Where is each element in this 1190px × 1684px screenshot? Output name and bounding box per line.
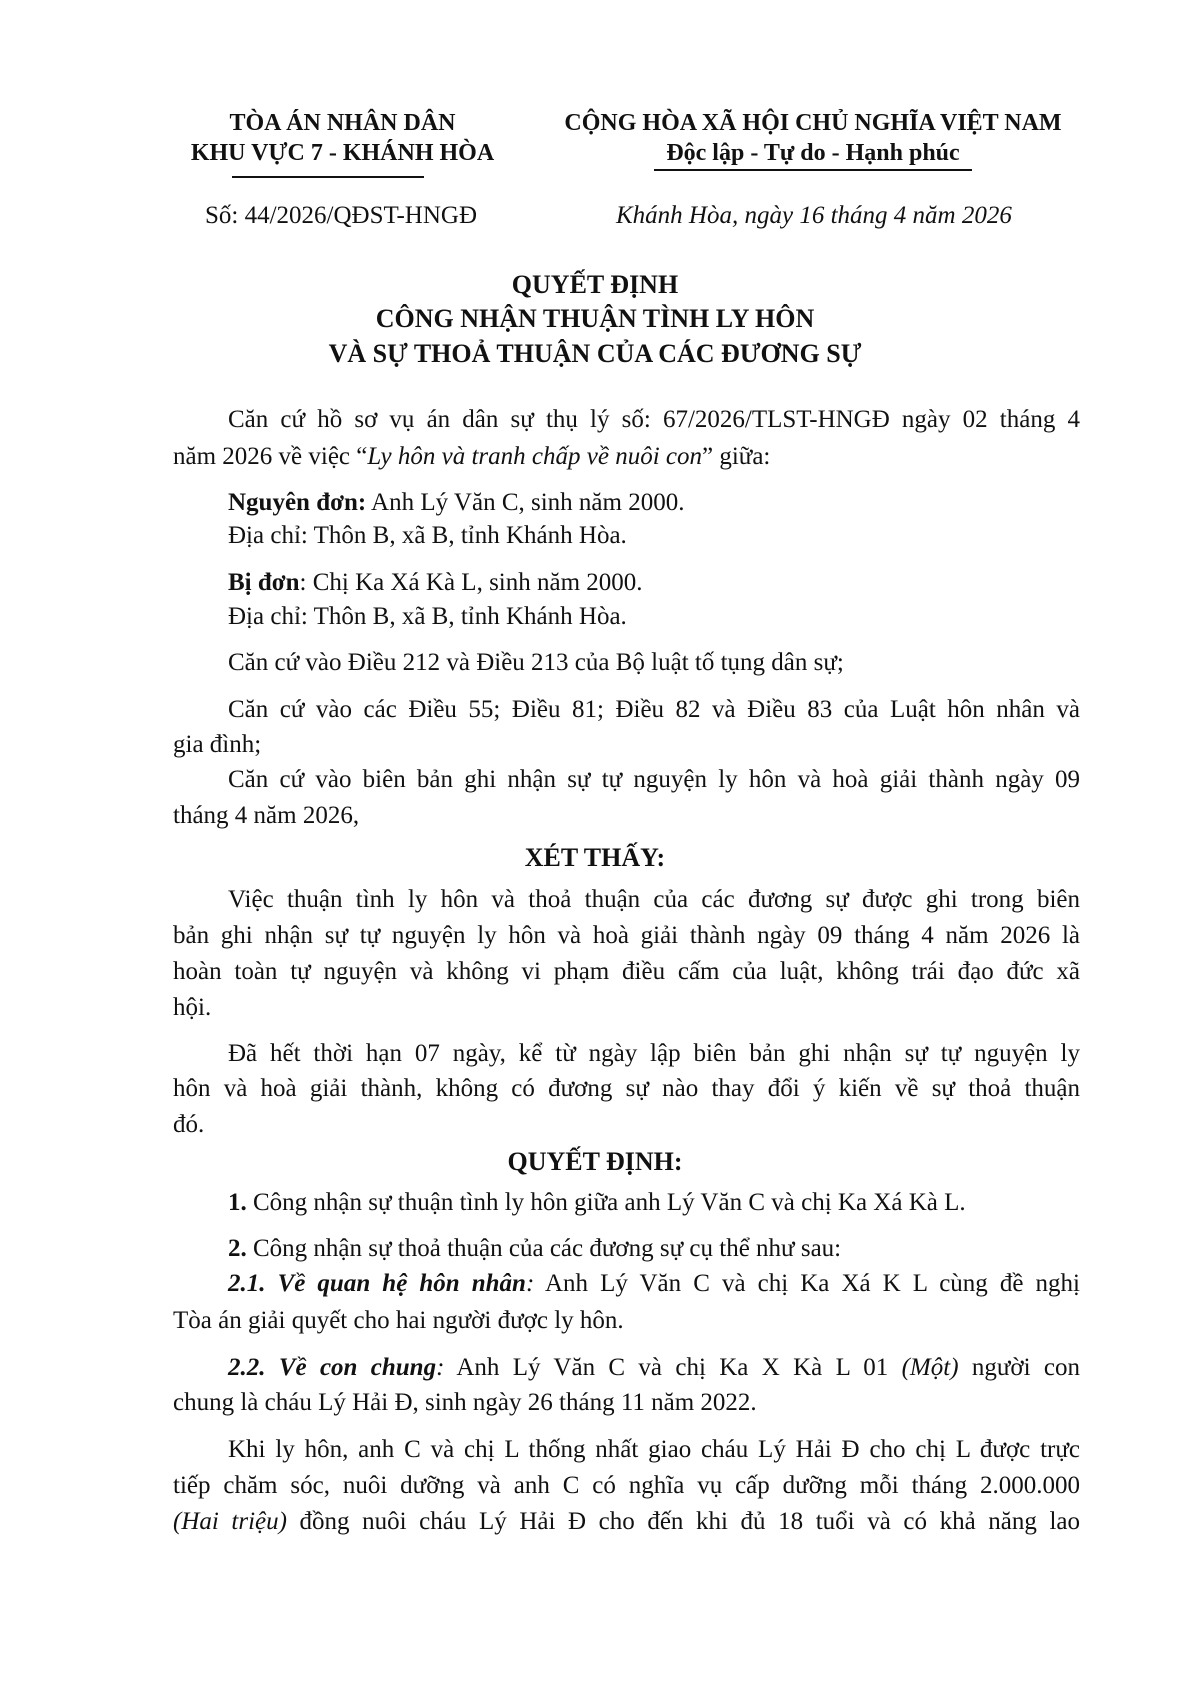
court-name-line2: KHU VỰC 7 - KHÁNH HÒA: [190, 140, 495, 166]
decision-item-2-1-line1: [228, 1270, 1080, 1298]
item-number: 2.: [228, 1235, 247, 1262]
support-text: đồng nuôi cháu Lý Hải Đ cho đến khi đủ 18 tuổi và có khả năng lao: [286, 1508, 1080, 1535]
plaintiff-value: Anh Lý Văn C, sinh năm 2000.: [366, 489, 685, 516]
findings-p1-line2: bản ghi nhận sự tự nguyện ly hôn và hoà giải thành ngày 09 tháng 4 năm 2026 là: [173, 922, 1080, 949]
defendant-address: Địa chỉ: Thôn B, xã B, tỉnh Khánh Hòa.: [228, 603, 627, 630]
court-underline: [232, 176, 424, 178]
support-p-line1: Khi ly hôn, anh C và chị L thống nhất giao cháu Lý Hải Đ cho chị L được trực: [228, 1436, 1080, 1463]
decision-item-2-1-line2: Tòa án giải quyết cho hai người được ly hôn.: [173, 1307, 624, 1334]
basis-p1-line2: [173, 443, 770, 471]
national-title: CỘNG HÒA XÃ HỘI CHỦ NGHĨA VIỆT NAM: [564, 110, 1062, 136]
basis-p2: Căn cứ vào Điều 212 và Điều 213 của Bộ luật tố tụng dân sự;: [228, 649, 844, 676]
court-name-line1: TÒA ÁN NHÂN DÂN: [229, 110, 456, 136]
defendant: [228, 569, 643, 597]
findings-p1-line4: hội.: [173, 994, 212, 1021]
plaintiff: [228, 489, 684, 517]
item-number: 1.: [228, 1189, 247, 1216]
basis-p3-line2: gia đình;: [173, 731, 262, 758]
plaintiff-address: Địa chỉ: Thôn B, xã B, tỉnh Khánh Hòa.: [228, 522, 627, 549]
item-colon: :: [525, 1270, 535, 1297]
decision-item-2-2-line1: [228, 1354, 1080, 1382]
item-text: Công nhận sự thuận tình ly hôn giữa anh Lý Văn C và chị Ka Xá Kà L.: [246, 1189, 966, 1216]
basis-p4-line2: tháng 4 năm 2026,: [173, 802, 360, 829]
item-2-2-label: 2.2. Về con chung: [228, 1354, 437, 1381]
defendant-value: : Chị Ka Xá Kà L, sinh năm 2000.: [299, 569, 643, 596]
decision-number: Số: 44/2026/QĐST-HNGĐ: [205, 202, 478, 229]
findings-p2-line2: hôn và hoà giải thành, không có đương sự nào thay đổi ý kiến về sự thoả thuận: [173, 1075, 1080, 1102]
basis-p3-line1: Căn cứ vào các Điều 55; Điều 81; Điều 82 và Điều 83 của Luật hôn nhân và: [228, 696, 1080, 723]
case-subject: Ly hôn và tranh chấp về nuôi con: [367, 443, 702, 470]
support-p-line2: tiếp chăm sóc, nuôi dưỡng và anh C có nghĩa vụ cấp dưỡng mỗi tháng 2.000.000: [173, 1472, 1080, 1499]
national-motto: Độc lập - Tự do - Hạnh phúc: [666, 140, 960, 166]
decision-item-1: [228, 1189, 966, 1217]
support-p-line3: [173, 1508, 1080, 1536]
item-text: người con: [958, 1354, 1080, 1381]
doc-subtitle-1: CÔNG NHẬN THUẬN TÌNH LY HÔN: [375, 304, 815, 333]
findings-heading: XÉT THẤY:: [524, 843, 666, 872]
item-2-1-label: 2.1. Về quan hệ hôn nhân: [228, 1270, 526, 1297]
motto-underline: [654, 169, 972, 171]
place-date: Khánh Hòa, ngày 16 tháng 4 năm 2026: [616, 202, 1012, 229]
item-text: Anh Lý Văn C và chị Ka Xá K L cùng đề nghị: [534, 1270, 1080, 1297]
findings-p1-line3: hoàn toàn tự nguyện và không vi phạm điều cấm của luật, không trái đạo đức xã: [173, 958, 1080, 985]
basis-p1-line1: Căn cứ hồ sơ vụ án dân sự thụ lý số: 67/2026/TLST-HNGĐ ngày 02 tháng 4: [228, 406, 1080, 433]
doc-title: QUYẾT ĐỊNH: [511, 270, 679, 299]
item-text: Anh Lý Văn C và chị Ka X Kà L 01: [444, 1354, 902, 1381]
decision-item-2: [228, 1235, 841, 1263]
decision-heading: QUYẾT ĐỊNH:: [507, 1147, 683, 1176]
doc-subtitle-2: VÀ SỰ THOẢ THUẬN CỦA CÁC ĐƯƠNG SỰ: [328, 339, 862, 368]
findings-p1-line1: Việc thuận tình ly hôn và thoả thuận của các đương sự được ghi trong biên: [228, 886, 1080, 913]
decision-item-2-2-line2: chung là cháu Lý Hải Đ, sinh ngày 26 tháng 11 năm 2022.: [173, 1389, 757, 1416]
item-text: Công nhận sự thoả thuận của các đương sự cụ thể như sau:: [246, 1235, 842, 1262]
defendant-label: Bị đơn: [228, 569, 300, 596]
findings-p2-line3: đó.: [173, 1111, 205, 1138]
item-colon: :: [436, 1354, 445, 1381]
text-segment: năm 2026 về việc “: [173, 443, 368, 470]
text-segment: ” giữa:: [701, 443, 771, 470]
basis-p4-line1: Căn cứ vào biên bản ghi nhận sự tự nguyện ly hôn và hoà giải thành ngày 09: [228, 766, 1080, 793]
amount-words: (Hai triệu): [173, 1508, 287, 1535]
plaintiff-label: Nguyên đơn:: [228, 489, 367, 516]
findings-p2-line1: Đã hết thời hạn 07 ngày, kể từ ngày lập biên bản ghi nhận sự tự nguyện ly: [228, 1040, 1080, 1067]
count-words: (Một): [901, 1354, 959, 1381]
